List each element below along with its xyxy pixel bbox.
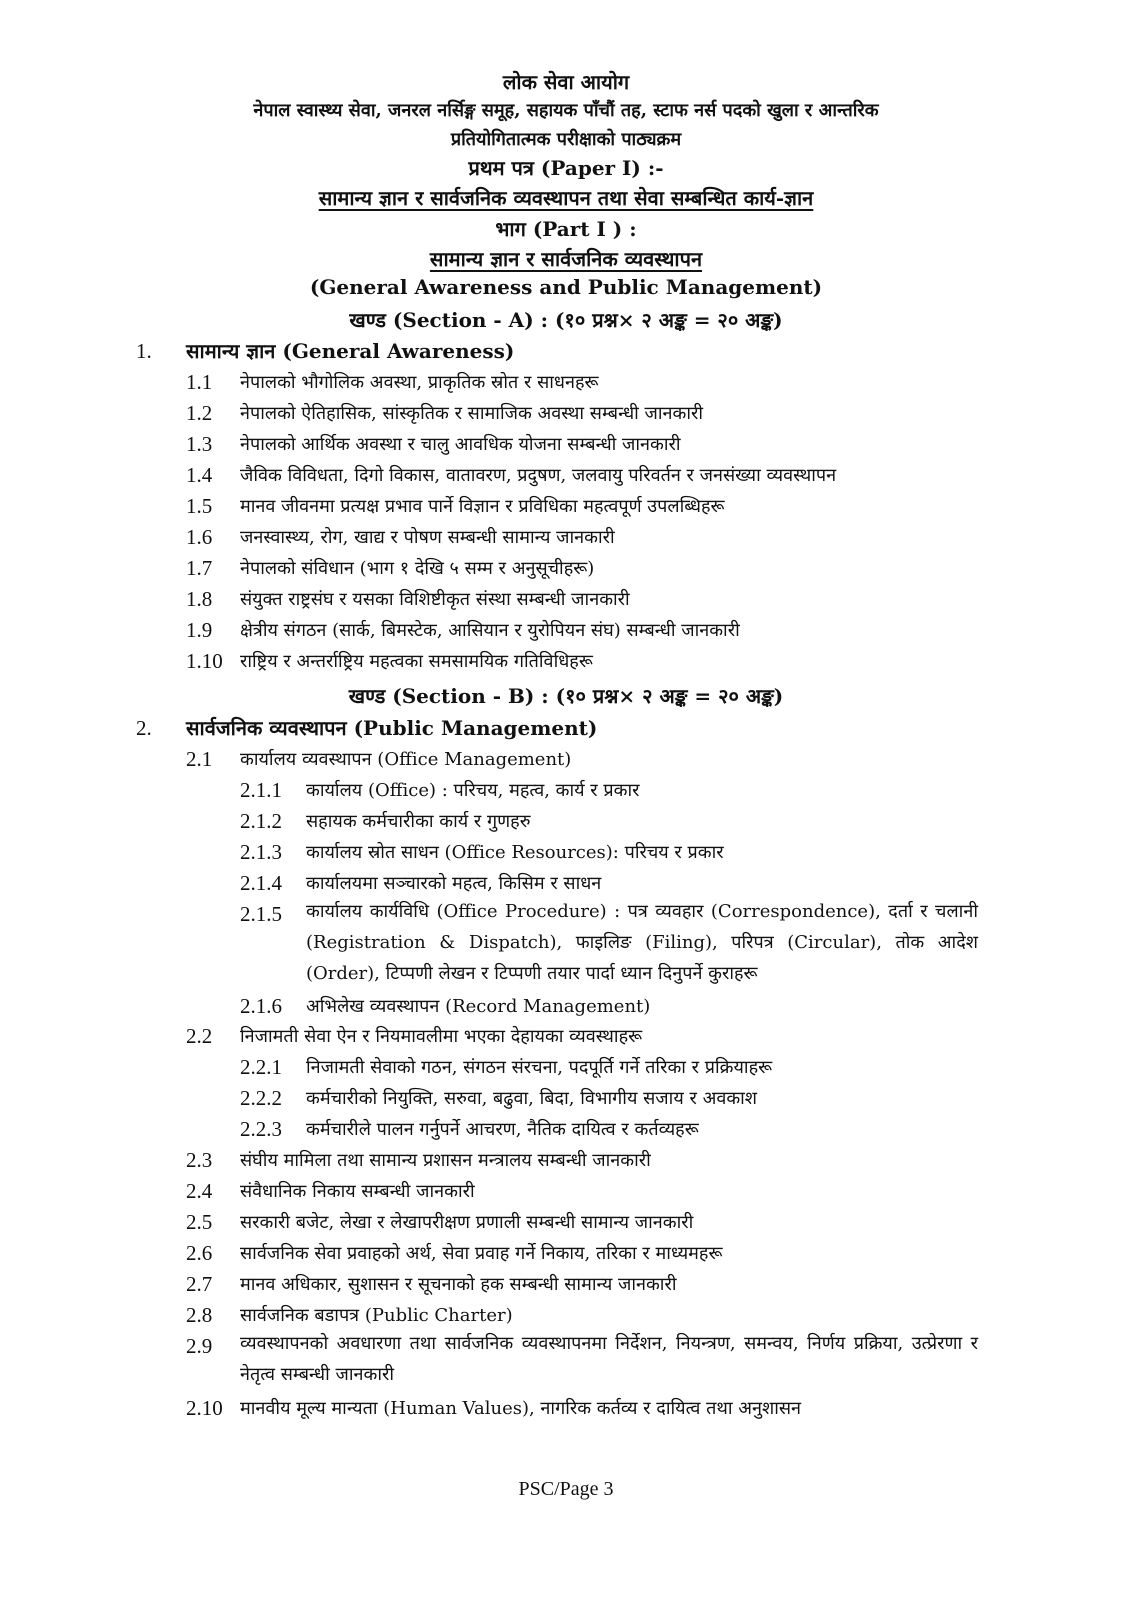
item-number: 2.1	[186, 747, 213, 771]
item-text: मानवीय मूल्य मान्यता (Human Values), नागरिक कर्तव्य र दायित्व तथा अनुशासन	[240, 1398, 802, 1419]
item-number: 1.4	[186, 463, 213, 487]
subitem-number: 2.1.1	[240, 778, 282, 802]
item-text: संघीय मामिला तथा सामान्य प्रशासन मन्त्रालय सम्बन्धी जानकारी	[240, 1150, 651, 1171]
subitem-number: 2.1.5	[240, 902, 282, 926]
subitem-number: 2.2.3	[240, 1117, 282, 1141]
item-number: 2.6	[186, 1241, 213, 1265]
item-text: नेपालको भौगोलिक अवस्था, प्राकृतिक स्रोत र साधनहरू	[240, 372, 599, 393]
section-a-heading: खण्ड (Section - A) : (१० प्रश्न× २ अङ्क = २० अङ्क)	[349, 308, 783, 332]
item-number: 1.7	[186, 556, 213, 580]
item-text: मानव जीवनमा प्रत्यक्ष प्रभाव पार्ने विज्ञान र प्रविधिका महत्वपूर्ण उपलब्धिहरू	[240, 496, 725, 517]
section-b-heading: खण्ड (Section - B) : (१० प्रश्न× २ अङ्क = २० अङ्क)	[348, 684, 784, 708]
item-number: 2.10	[186, 1396, 223, 1420]
item-number: 1.9	[186, 618, 213, 642]
subitem-text: कार्यालय कार्यविधि (Office Procedure) : पत्र व्यवहार (Correspondence), दर्ता र चलानी (Registration & Dispatch), फाइलिङ (Filing), परिपत्र (Circular), तोक आदेश (Order), टिप्पणी लेखन र टिप्पणी तयार पार्दा ध्यान दिनुपर्ने कुराहरू	[306, 901, 978, 984]
section-1-number: 1.	[136, 339, 152, 363]
item-number: 2.2	[186, 1024, 213, 1048]
item-number: 2.7	[186, 1272, 213, 1296]
subitem-text: निजामती सेवाको गठन, संगठन संरचना, पदपूर्ति गर्ने तरिका र प्रक्रियाहरू	[306, 1057, 773, 1078]
item-text: सार्वजनिक सेवा प्रवाहको अर्थ, सेवा प्रवाह गर्ने निकाय, तरिका र माध्यमहरू	[240, 1243, 723, 1264]
subitem-text: कार्यालय (Office) : परिचय, महत्व, कार्य र प्रकार	[306, 780, 640, 801]
item-number: 1.10	[186, 649, 223, 673]
section-2-title: सार्वजनिक व्यवस्थापन (Public Management)	[186, 716, 598, 740]
item-number: 1.1	[186, 370, 213, 394]
item-text: नेपालको संविधान (भाग १ देखि ५ सम्म र अनुसूचीहरू)	[240, 558, 595, 579]
header-line-3: प्रतियोगितात्मक परीक्षाको पाठ्यक्रम	[450, 129, 682, 150]
item-number: 1.3	[186, 432, 213, 456]
item-number: 2.9	[186, 1334, 213, 1358]
item-text: संवैधानिक निकाय सम्बन्धी जानकारी	[240, 1181, 475, 1202]
part-title-en: (General Awareness and Public Management)	[309, 275, 823, 299]
item-text: कार्यालय व्यवस्थापन (Office Management)	[240, 749, 572, 770]
item-text: जैविक विविधता, दिगो विकास, वातावरण, प्रदुषण, जलवायु परिवर्तन र जनसंख्या व्यवस्थापन	[240, 465, 837, 486]
item-number: 2.3	[186, 1148, 213, 1172]
item-text: संयुक्त राष्ट्रसंघ र यसका विशिष्टीकृत संस्था सम्बन्धी जानकारी	[240, 589, 630, 610]
subitem-text: सहायक कर्मचारीका कार्य र गुणहरु	[306, 811, 531, 832]
item-text: सार्वजनिक बडापत्र (Public Charter)	[240, 1305, 513, 1326]
part-title: सामान्य ज्ञान र सार्वजनिक व्यवस्थापन	[429, 247, 703, 271]
item-text: क्षेत्रीय संगठन (सार्क, बिमस्टेक, आसियान र युरोपियन संघ) सम्बन्धी जानकारी	[240, 620, 740, 641]
item-number: 1.2	[186, 401, 213, 425]
subitem-text: कार्यालयमा सञ्चारको महत्व, किसिम र साधन	[306, 873, 602, 894]
subitem-number: 2.2.2	[240, 1086, 282, 1110]
subitem-number: 2.1.6	[240, 994, 282, 1018]
subitem-text: अभिलेख व्यवस्थापन (Record Management)	[306, 996, 651, 1017]
header-line-2: नेपाल स्वास्थ्य सेवा, जनरल नर्सिङ्ग समूह, सहायक पाँचौं तह, स्टाफ नर्स पदको खुला र आन्तरिक	[253, 100, 879, 121]
paper-title: सामान्य ज्ञान र सार्वजनिक व्यवस्थापन तथा सेवा सम्बन्धित कार्य-ज्ञान	[318, 186, 814, 210]
org-name: लोक सेवा आयोग	[502, 70, 630, 94]
subitem-text: कर्मचारीले पालन गर्नुपर्ने आचरण, नैतिक दायित्व र कर्तव्यहरू	[306, 1119, 699, 1140]
item-text: जनस्वास्थ्य, रोग, खाद्य र पोषण सम्बन्धी सामान्य जानकारी	[240, 527, 615, 548]
item-text: निजामती सेवा ऐन र नियमावलीमा भएका देहायका व्यवस्थाहरू	[240, 1026, 643, 1047]
item-text: नेपालको आर्थिक अवस्था र चालु आवधिक योजना सम्बन्धी जानकारी	[240, 434, 681, 455]
subitem-number: 2.2.1	[240, 1055, 282, 1079]
subitem-number: 2.1.2	[240, 809, 282, 833]
item-text: नेपालको ऐतिहासिक, सांस्कृतिक र सामाजिक अवस्था सम्बन्धी जानकारी	[240, 403, 704, 424]
subitem-number: 2.1.4	[240, 871, 282, 895]
section-1-title: सामान्य ज्ञान (General Awareness)	[186, 339, 515, 363]
item-text: व्यवस्थापनको अवधारणा तथा सार्वजनिक व्यवस्थापनमा निर्देशन, नियन्त्रण, समन्वय, निर्णय प्रक्रिया, उत्प्रेरणा र नेतृत्व सम्बन्धी जानकारी	[240, 1333, 978, 1385]
item-number: 2.8	[186, 1303, 213, 1327]
page-footer: PSC/Page 3	[518, 1478, 614, 1500]
item-number: 2.5	[186, 1210, 213, 1234]
subitem-text: कर्मचारीको नियुक्ति, सरुवा, बढुवा, बिदा, विभागीय सजाय र अवकाश	[306, 1088, 758, 1109]
item-number: 1.5	[186, 494, 213, 518]
subitem-text: कार्यालय स्रोत साधन (Office Resources): परिचय र प्रकार	[306, 842, 724, 863]
item-number: 2.4	[186, 1179, 213, 1203]
item-number: 1.8	[186, 587, 213, 611]
item-text: राष्ट्रिय र अन्तर्राष्ट्रिय महत्वका समसामयिक गतिविधिहरू	[240, 651, 593, 672]
item-number: 1.6	[186, 525, 213, 549]
part-label: भाग (Part I ) :	[495, 217, 637, 241]
item-text: सरकारी बजेट, लेखा र लेखापरीक्षण प्रणाली सम्बन्धी सामान्य जानकारी	[240, 1212, 694, 1233]
subitem-number: 2.1.3	[240, 840, 282, 864]
section-2-number: 2.	[136, 716, 152, 740]
item-text: मानव अधिकार, सुशासन र सूचनाको हक सम्बन्धी सामान्य जानकारी	[240, 1274, 677, 1295]
paper-label: प्रथम पत्र (Paper I) :-	[468, 156, 664, 180]
